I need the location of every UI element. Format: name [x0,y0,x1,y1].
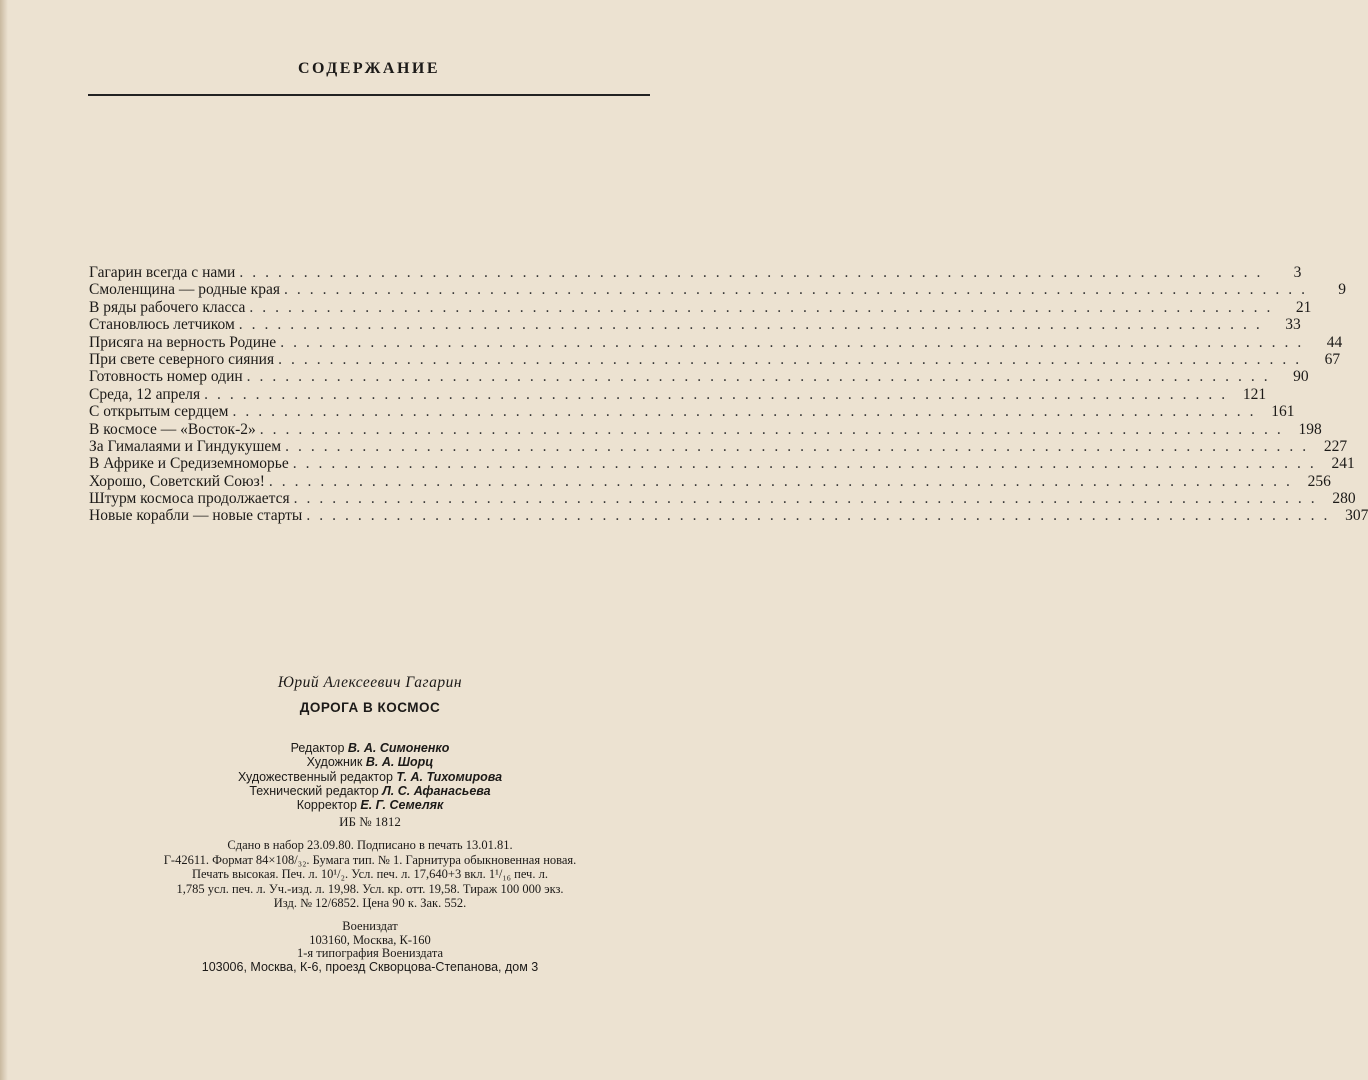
toc-entry-page: 241 [1331,455,1355,473]
publisher-line: Воениздат [342,919,398,933]
toc-entry-title: Гагарин всегда с нами [89,264,236,281]
toc-entry-title: В ряды рабочего класса [89,298,246,316]
toc-entry-page: 33 [1285,316,1301,334]
toc-leader-dots: ................................................................................ [306,507,1337,525]
staff-line [60,798,680,812]
toc-entry-page: 67 [1324,350,1341,368]
toc-leader-dots: ................................................................................ [239,264,1270,281]
toc-entry-page: 198 [1298,420,1322,438]
toc-entry [89,385,1267,403]
toc-entry-title: В космосе — «Восток-2» [89,420,256,438]
toc-entry-page: 21 [1295,298,1312,316]
toc-leader-dots: ................................................................................ [280,333,1311,351]
toc-leader-dots: ................................................................................ [278,350,1309,368]
staff-role: Художник [306,755,363,770]
toc-entry [89,298,1312,316]
toc-entry-title: Готовность номер один [89,368,243,386]
toc-entry-page: 90 [1293,368,1309,386]
publisher-line: 103160, Москва, К-160 [309,932,431,947]
staff-name: Л. С. Афанасьева [382,783,491,798]
imprint-line: Изд. № 12/6852. Цена 90 к. Зак. 552. [273,896,467,911]
toc-entry [89,316,1301,334]
toc-entry-title: В Африке и Средиземноморье [89,455,289,473]
toc-entry-page: 9 [1338,281,1346,299]
toc-entry [89,281,1346,299]
toc-leader-dots: ................................................................................ [283,281,1314,299]
toc-leader-dots: ................................................................................ [204,385,1235,403]
toc-entry-title: Хорошо, Советский Союз! [89,472,265,490]
toc-leader-dots: ................................................................................ [249,298,1280,316]
toc-leader-dots: ................................................................................ [293,490,1324,508]
toc-entry [89,368,1309,386]
toc-entry-title: Штурм космоса продолжается [89,490,290,508]
staff-name: В. А. Шорц [365,755,434,770]
book-title: ДОРОГА В КОСМОС [299,700,441,715]
staff-role: Корректор [296,798,357,813]
toc-entry-title: Новые корабли — новые старты [89,507,303,525]
toc-entry [89,490,1356,508]
toc-entry-page: 121 [1242,385,1267,403]
toc-entry [89,420,1322,438]
staff-line [60,755,680,769]
ib-number: ИБ № 1812 [339,814,401,829]
staff-role: Художественный редактор [237,769,393,784]
toc-entry [89,350,1341,368]
staff-name: Т. А. Тихомирова [396,769,503,784]
toc-leader-dots: ................................................................................ [292,455,1323,473]
toc-entry-title: Присяга на верность Родине [89,333,277,351]
staff-name: В. А. Симоненко [347,741,450,755]
toc-leader-dots: ................................................................................ [259,420,1290,438]
staff-role: Технический редактор [249,783,379,798]
table-of-contents [89,264,1368,525]
toc-entry-title: С открытым сердцем [89,403,229,421]
toc-entry-title: При свете северного сияния [89,350,275,368]
staff-line [60,741,680,755]
staff-role: Редактор [290,741,345,755]
staff-line [60,770,680,784]
imprint-details [60,838,680,911]
toc-entry-page: 256 [1307,472,1331,490]
toc-leader-dots: ................................................................................ [232,403,1263,421]
toc-entry [89,472,1331,490]
toc-entry-page: 227 [1323,437,1348,455]
toc-entry [89,507,1368,525]
page-edge-shadow [0,0,8,1080]
author-name: Юрий Алексеевич Гагарин [277,674,463,691]
toc-entry-page: 307 [1345,507,1368,525]
imprint-line: Сдано в набор 23.09.80. Подписано в печать 13.01.81. [227,838,513,852]
toc-entry [89,403,1295,421]
publisher-line: 103006, Москва, К-6, проезд Скворцова-Степанова, дом 3 [201,959,539,974]
toc-leader-dots: ................................................................................ [246,368,1277,386]
publisher-line: 1-я типография Воениздата [296,946,444,960]
toc-entry-page: 280 [1332,490,1356,508]
toc-entry-title: За Гималаями и Гиндукушем [89,437,282,455]
imprint-line: Печать высокая. Печ. л. 10¹/₂. Усл. печ. л. 17,640+3 вкл. 1¹/₁₆ печ. л. [192,867,548,882]
toc-entry-page: 3 [1293,264,1302,281]
toc-entry-title: Среда, 12 апреля [89,385,201,403]
toc-entry [89,333,1343,351]
toc-entry-title: Смоленщина — родные края [89,281,280,299]
heading-rule [88,94,650,96]
toc-entry [89,437,1348,455]
toc-leader-dots: ................................................................................ [285,437,1316,455]
publisher-info [60,920,680,974]
toc-leader-dots: ................................................................................ [268,472,1299,490]
toc-leader-dots: ................................................................................ [238,316,1269,334]
toc-entry-page: 44 [1326,333,1343,351]
toc-entry-page: 161 [1271,403,1295,421]
contents-heading: СОДЕРЖАНИЕ [297,60,441,77]
toc-entry [89,264,1302,281]
imprint-line: Г-42611. Формат 84×108/₃₂. Бумага тип. № 1. Гарнитура обыкновенная новая. [163,852,577,867]
staff-line [60,784,680,798]
imprint-line: 1,785 усл. печ. л. Уч.-изд. л. 19,98. Усл. кр. отт. 19,58. Тираж 100 000 экз. [176,881,564,896]
toc-entry [89,455,1355,473]
staff-name: Е. Г. Семеляк [360,798,444,813]
toc-entry-title: Становлюсь летчиком [89,316,235,334]
staff-credits [60,741,680,812]
